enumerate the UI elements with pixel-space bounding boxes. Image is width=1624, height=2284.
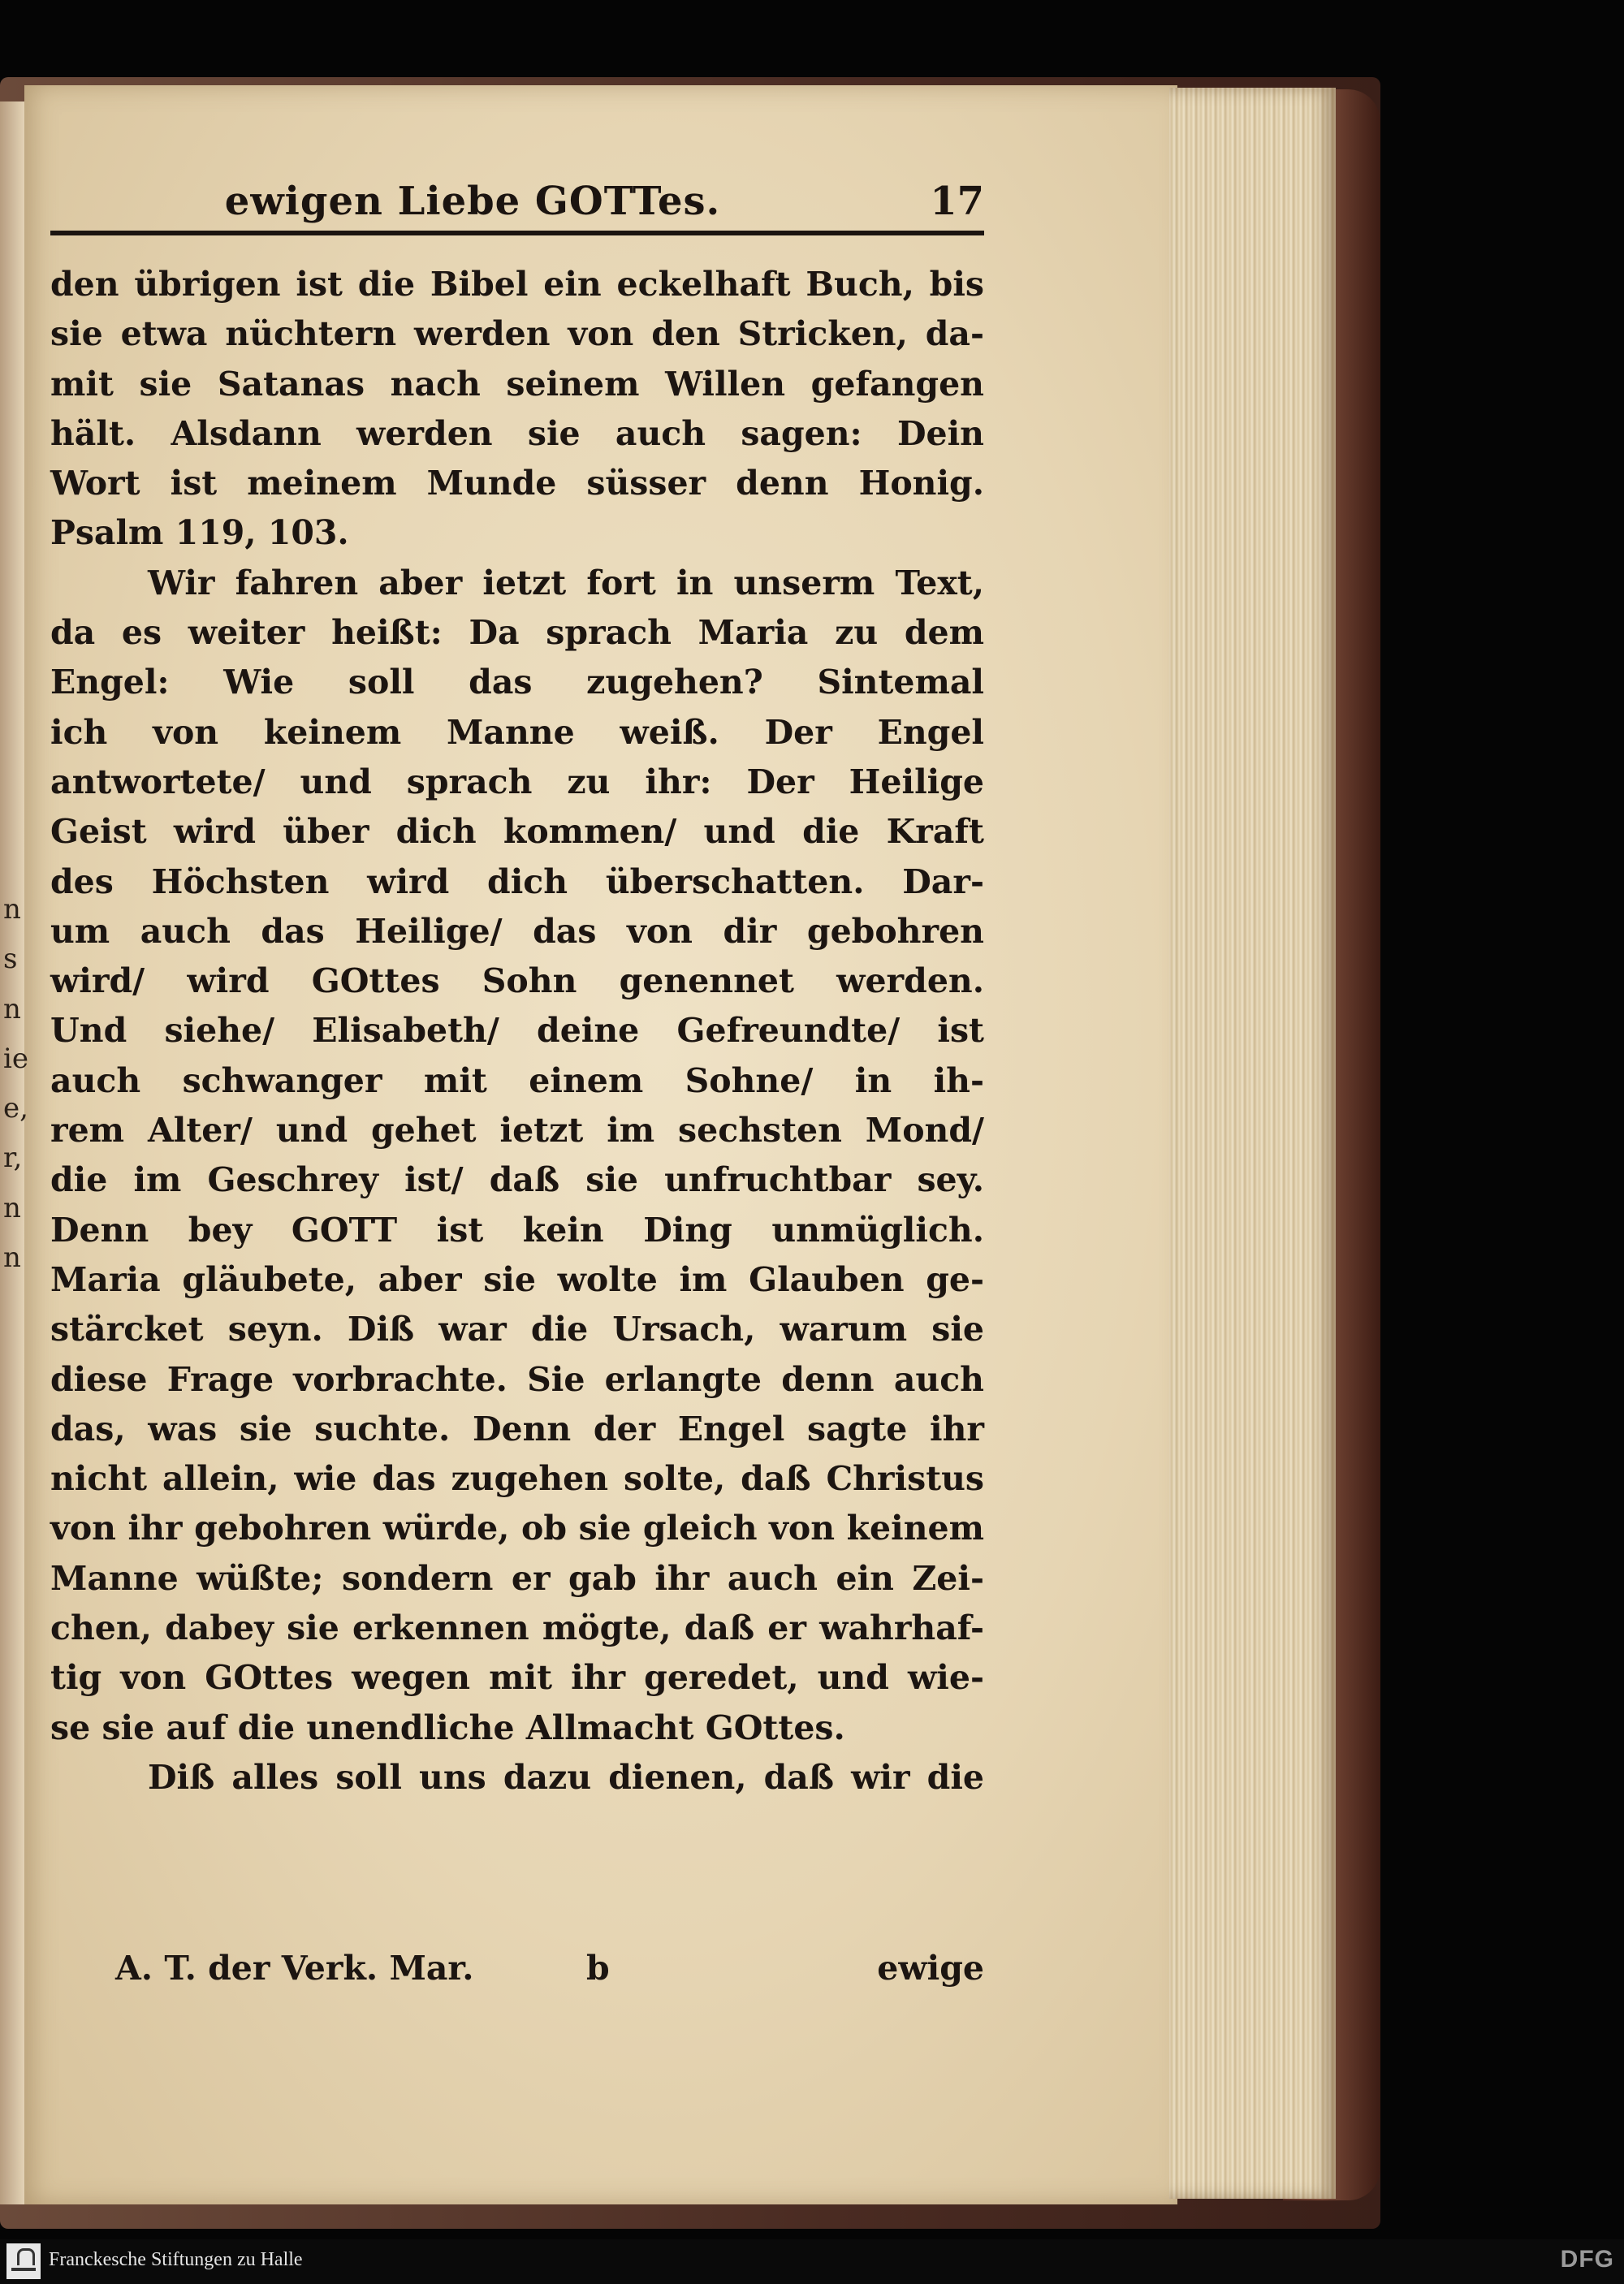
left-fragment: n xyxy=(3,1241,21,1275)
text-line: chen, dabey sie erkennen mögte, daß er wahrhaf- xyxy=(50,1608,984,1648)
left-page-fragments xyxy=(3,885,28,1283)
funder-logo: DFG xyxy=(1560,2246,1614,2273)
left-fragment: n xyxy=(3,1191,21,1224)
text-line: tig von GOttes wegen mit ihr geredet, und wie- xyxy=(50,1658,984,1698)
catchword: ewige xyxy=(877,1949,984,1988)
text-line: Manne wüßte; sondern er gab ihr auch ein Zei- xyxy=(50,1558,984,1598)
page-edges xyxy=(1169,88,1336,2199)
text-line: ich von keinem Manne weiß. Der Engel xyxy=(50,712,984,752)
left-fragment: n xyxy=(3,992,21,1025)
text-line: Wir fahren aber ietzt fort in unserm Text, xyxy=(148,563,984,602)
text-line: Denn bey GOTT ist kein Ding unmüglich. xyxy=(50,1210,984,1250)
text-line: Wort ist meinem Munde süsser denn Honig. xyxy=(50,464,984,503)
text-line: mit sie Satanas nach seinem Willen gefangen xyxy=(50,364,984,404)
text-line: Engel: Wie soll das zugehen? Sintemal xyxy=(50,663,984,702)
text-line: Maria gläubete, aber sie wolte im Glauben ge- xyxy=(50,1259,984,1299)
text-line: nicht allein, wie das zugehen solte, daß Christus xyxy=(50,1459,984,1499)
page-header xyxy=(50,171,984,235)
text-line: se sie auf die unendliche Allmacht GOttes. xyxy=(50,1708,845,1747)
text-line: Diß alles soll uns dazu dienen, daß wir die xyxy=(148,1757,984,1797)
page-footer xyxy=(50,1949,984,2002)
text-line: Und siehe/ Elisabeth/ deine Gefreundte/ ist xyxy=(50,1011,984,1051)
left-fragment: e, xyxy=(3,1092,28,1125)
text-line: wird/ wird GOttes Sohn genennet werden. xyxy=(50,961,984,1001)
text-line: des Höchsten wird dich überschatten. Dar- xyxy=(50,861,984,901)
institution-logo-icon xyxy=(6,2243,41,2279)
text-line: sie etwa nüchtern werden von den Stricken, da- xyxy=(50,314,984,354)
left-fragment: n xyxy=(3,893,21,926)
page-number: 17 xyxy=(930,179,984,224)
left-fragment: ie xyxy=(3,1042,28,1075)
text-line: Geist wird über dich kommen/ und die Kraft xyxy=(50,812,984,852)
text-line: stärcket seyn. Diß war die Ursach, warum sie xyxy=(50,1310,984,1349)
text-line: auch schwanger mit einem Sohne/ in ih- xyxy=(50,1060,984,1100)
page-body xyxy=(50,260,984,1803)
text-line: antwortete/ und sprach zu ihr: Der Heilige xyxy=(50,762,984,801)
left-fragment: r, xyxy=(3,1142,23,1175)
institution-name: Franckesche Stiftungen zu Halle xyxy=(49,2249,303,2270)
text-line: diese Frage vorbrachte. Sie erlangte denn auch xyxy=(50,1359,984,1399)
text-line: den übrigen ist die Bibel ein eckelhaft Buch, bis xyxy=(50,265,984,304)
signature-title: A. T. der Verk. Mar. xyxy=(115,1949,474,1988)
text-line: rem Alter/ und gehet ietzt im sechsten Mond/ xyxy=(50,1111,984,1151)
signature-mark: b xyxy=(586,1949,610,1988)
left-fragment: s xyxy=(3,943,18,976)
text-line: Psalm 119, 103. xyxy=(50,513,349,553)
text-line: hält. Alsdann werden sie auch sagen: Dein xyxy=(50,413,984,453)
text-line: die im Geschrey ist/ daß sie unfruchtbar sey. xyxy=(50,1160,984,1200)
text-line: das, was sie suchte. Denn der Engel sagte ihr xyxy=(50,1409,984,1449)
text-line: um auch das Heilige/ das von dir gebohren xyxy=(50,911,984,951)
text-line: von ihr gebohren würde, ob sie gleich von keinem xyxy=(50,1509,984,1548)
text-line: da es weiter heißt: Da sprach Maria zu dem xyxy=(50,613,984,653)
running-title: ewigen Liebe GOTTes. xyxy=(224,179,721,224)
